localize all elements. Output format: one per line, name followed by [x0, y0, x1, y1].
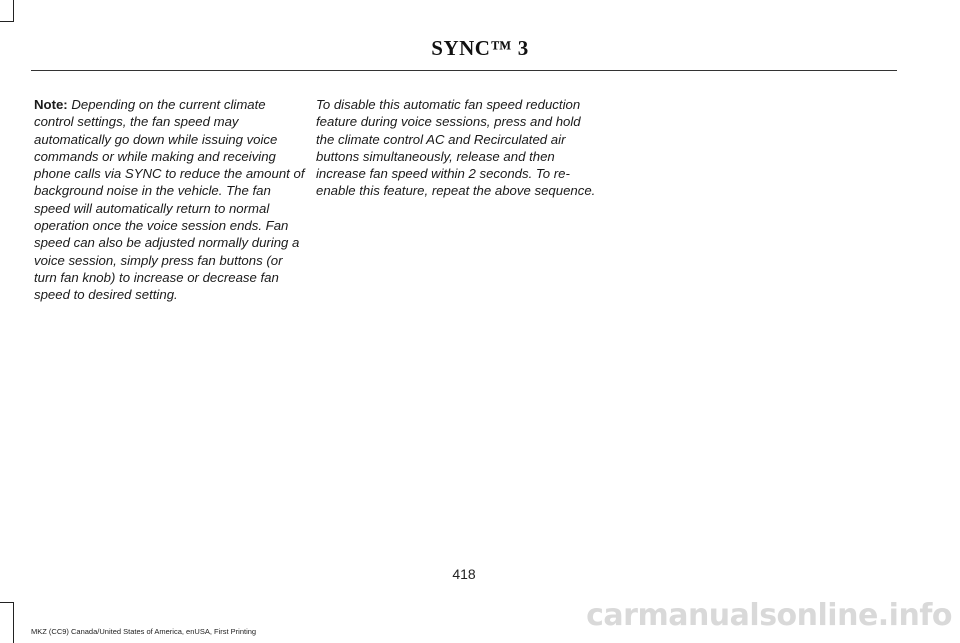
watermark: carmanualsonline.info	[586, 598, 952, 633]
right-column	[316, 96, 602, 200]
note-label: Note:	[34, 97, 68, 112]
page-title: SYNC™ 3	[431, 36, 529, 60]
edition-footer: MKZ (CC9) Canada/United States of America, enUSA, First Printing	[31, 627, 257, 636]
crop-mark-bottom-left-vertical	[13, 602, 14, 643]
crop-mark-top-left-vertical	[13, 0, 14, 22]
header-divider	[31, 70, 897, 71]
right-column-text: To disable this automatic fan speed reduction feature during voice sessions, press and hold the climate control AC and Recirculated air buttons simultaneously, release and then increase fan speed within 2 seconds. To re-enable this feature, repeat the above sequence.	[316, 97, 596, 199]
left-column	[34, 96, 306, 304]
note-text: Depending on the current climate control settings, the fan speed may automatically go down while issuing voice commands or while making and receiving phone calls via SYNC to reduce the amount of background noise in the vehicle. The fan speed will automatically return to normal operation once the voice session ends. Fan speed can also be adjusted normally during a voice session, simply press fan buttons (or turn fan knob) to increase or decrease fan speed to desired setting.	[34, 97, 305, 303]
crop-mark-bottom-left-horizontal	[0, 602, 14, 603]
crop-mark-top-left-horizontal	[0, 21, 14, 22]
page-number: 418	[452, 566, 476, 582]
